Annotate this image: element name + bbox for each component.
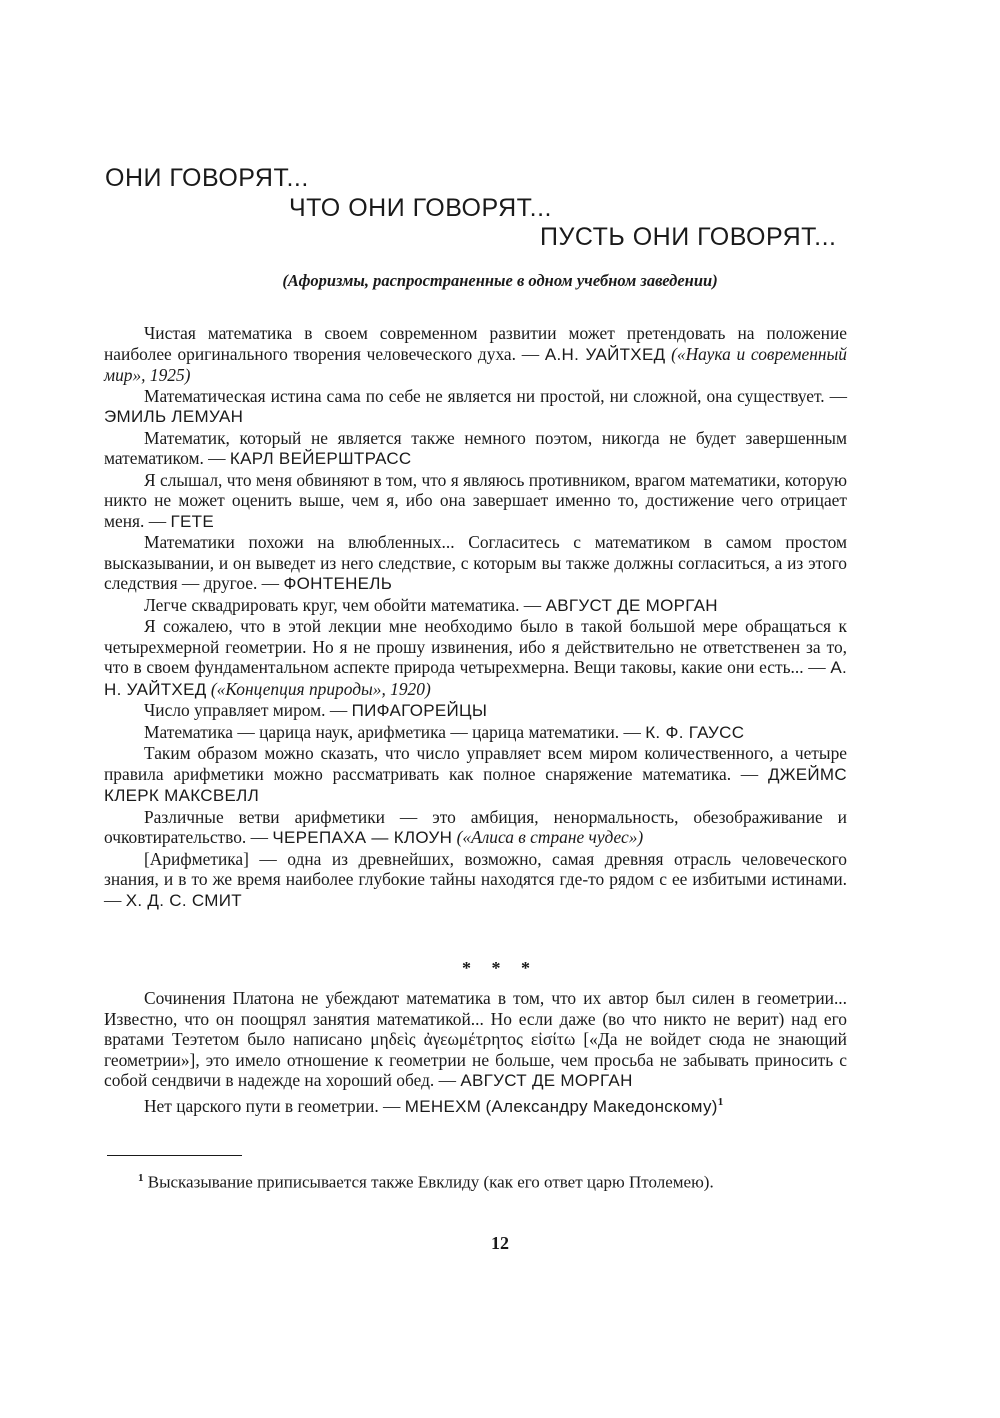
quote-author: КАРЛ ВЕЙЕРШТРАСС [229, 449, 412, 468]
quote-author: ДЖЕЙМС КЛЕРК МАКСВЕЛЛ [104, 764, 847, 805]
quote-source: («Алиса в стране чудес») [456, 827, 644, 847]
quote-source: («Концепция природы», 1920) [210, 678, 431, 699]
title-line-2: ЧТО ОНИ ГОВОРЯТ... [289, 194, 553, 222]
quote-paragraph [104, 386, 847, 428]
quote-paragraph [104, 595, 847, 617]
quote-author: А. Н. УАЙТХЕД [104, 658, 847, 699]
quote-text: Математика — царица наук, арифметика — царица математики. — [144, 721, 641, 742]
quote-paragraph [104, 849, 847, 912]
footnote [104, 1168, 847, 1193]
page-number: 12 [491, 1233, 509, 1253]
title-line-3: ПУСТЬ ОНИ ГОВОРЯТ... [540, 223, 837, 251]
quote-text: Я сожалею, что в этой лекции мне необходимо было в такой большой мере обращаться к четырехмерной геометрии. Но я не прошу извинения, ибо я действительно не ответственен за то, что в своем фундаментальном аспекте природа четырехмерна. Вещи таковы, какие они есть... — [104, 616, 847, 677]
quote-text: Сочинения Платона не убеждают математика в том, что их автор был силен в геометрии... Известно, что он поощрял занятия математикой... Но если даже (во что никто не верит) над его вратами Теэтетом было написано [104, 988, 847, 1049]
quote-author: Х. Д. С. СМИТ [125, 890, 242, 910]
quote-author: К. Ф. ГАУСС [645, 722, 745, 742]
quote-author: ПИФАГОРЕЙЦЫ [351, 701, 488, 720]
quote-text: Таким образом можно сказать, что число управляет всем миром количественного, а четыре правила арифметики можно рассматривать как полное снаряжение математика. — [104, 743, 847, 784]
quote-author: ГЕТЕ [170, 511, 214, 531]
quote-text: Математики похожи на влюбленных... Согласитесь с математиком в самом простом высказывании, и он выведет из него следствие, с которым вы также должны согласиться, а из этого следствия — другое. — [104, 532, 847, 593]
quote-text: [«Да не войдет сюда не знающий геометрии»], это имело отношение к геометрии не больше, чем просьба не забывать приносить с собой сендвичи в надежде на хороший обед. — [104, 1029, 847, 1090]
quote-paragraph [104, 722, 847, 744]
footnote-reference[interactable]: 1 [717, 1095, 724, 1108]
quote-text: Нет царского пути в геометрии. — [144, 1095, 401, 1116]
footnote-divider [107, 1155, 242, 1156]
quote-recipient: (Александру Македонскому) [485, 1096, 718, 1116]
quote-text: Число управляет миром. — [144, 700, 348, 720]
quote-author: АВГУСТ ДЕ МОРГАН [545, 595, 718, 615]
plato-quote [104, 988, 847, 1092]
greek-inscription: μηδεὶς ἀγεωμέτρητος εἰσίτω [370, 1029, 576, 1049]
quote-paragraph [104, 616, 847, 700]
quote-source: («Наука и современный мир», 1925) [104, 343, 847, 385]
quote-author: ЧЕРЕПАХА — КЛОУН [272, 828, 453, 847]
quote-paragraph [104, 532, 847, 595]
quote-text: Чистая математика в своем современном развитии может претендовать на положение наиболее оригинального творения человеческого духа. — [104, 323, 847, 364]
quote-text: Различные ветви арифметики — это амбиция, ненормальность, обезображивание и очковтирательство. — [104, 806, 847, 847]
subtitle: (Афоризмы, распространенные в одном учебном заведении) [282, 271, 718, 290]
quote-paragraph [104, 323, 847, 386]
section-separator: * * * [462, 958, 538, 978]
title-line-1: ОНИ ГОВОРЯТ... [105, 164, 309, 192]
second-quotes-block [104, 988, 847, 1117]
quote-author: МЕНЕХМ [404, 1096, 482, 1116]
footnote-text: Высказывание приписывается также Евклиду (как его ответ царю Птолемею). [147, 1172, 714, 1192]
quote-paragraph [104, 470, 847, 533]
quote-text: Математическая истина сама по себе не является ни простой, ни сложной, она существует. — [144, 385, 847, 406]
quote-paragraph [104, 807, 847, 849]
quote-author: ЭМИЛЬ ЛЕМУАН [104, 407, 244, 426]
menechmus-quote [104, 1092, 847, 1117]
quote-paragraph [104, 428, 847, 470]
quote-author: ФОНТЕНЕЛЬ [283, 574, 393, 593]
quote-author: А.Н. УАЙТХЕД [544, 344, 666, 364]
quote-text: Математик, который не является также немного поэтом, никогда не будет завершенным математиком. — [104, 427, 847, 468]
quote-paragraph [104, 743, 847, 807]
quote-text: Легче сквадрировать круг, чем обойти математика. — [144, 594, 542, 615]
footnote-mark: 1 [138, 1172, 144, 1184]
quote-author: АВГУСТ ДЕ МОРГАН [460, 1071, 633, 1090]
quotes-block [104, 323, 847, 911]
quote-text: [Арифметика] — одна из древнейших, возможно, самая древняя отрасль человеческого знания, и в то же время наиболее глубокие тайны находятся где-то рядом с ее избитыми истинами. — [104, 848, 847, 910]
quote-paragraph [104, 700, 847, 722]
quote-text: Я слышал, что меня обвиняют в том, что я являюсь противником, врагом математики, которую никто не может оценить выше, чем я, ибо она завершает именно то, достижение чего отрицает меня. — [104, 469, 847, 531]
